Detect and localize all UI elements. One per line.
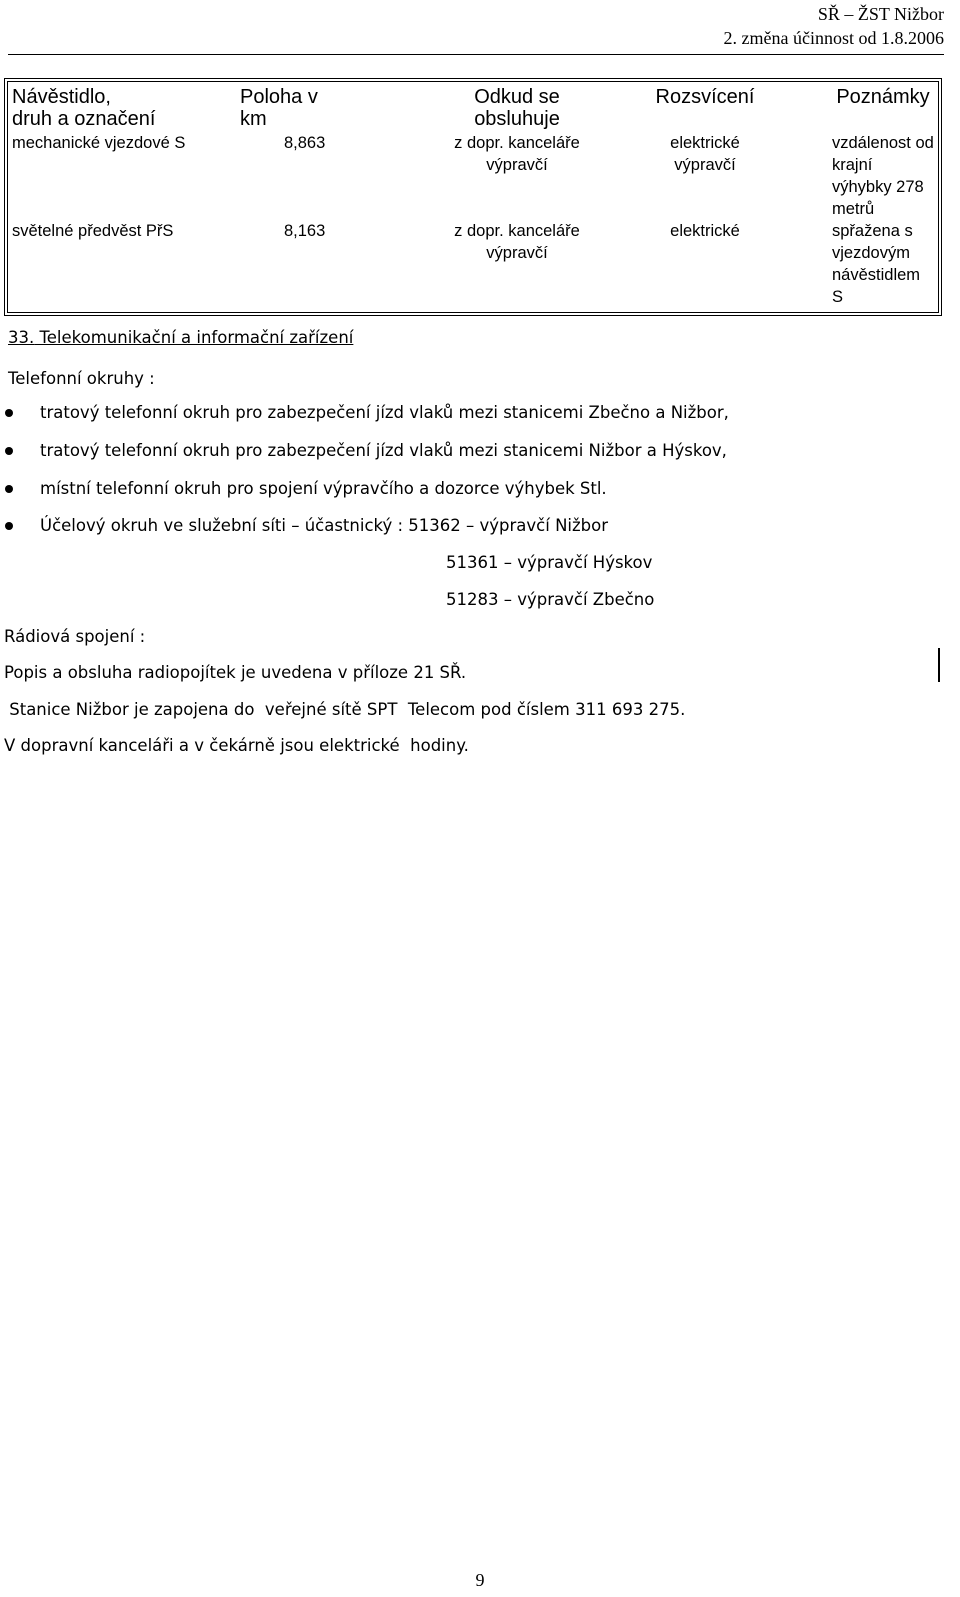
radio-text: Popis a obsluha radiopojítek je uvedena v příloze 21 SŘ. [4, 663, 467, 682]
list-item: tratový telefonní okruh pro zabezpečení jízd vlaků mezi stanicemi Zbečno a Nižbor, [40, 403, 729, 422]
subscriber-line-hyskov: 51361 – výpravčí Hýskov [446, 553, 653, 572]
header-lighting: Rozsvícení [655, 86, 755, 108]
cell-signal: světelné předvěst PřS [12, 222, 174, 240]
header-line-2: 2. změna účinnost od 1.8.2006 [723, 28, 944, 48]
bullet-icon [5, 447, 13, 455]
cell-notes: vzdálenost od krajní výhybky 278 metrů [832, 134, 934, 218]
cell-operated-from: z dopr. kanceláře výpravčí [454, 222, 580, 262]
subscriber-line-zbecno: 51283 – výpravčí Zbečno [446, 590, 655, 609]
clock-text: V dopravní kanceláři a v čekárně jsou elektrické hodiny. [4, 736, 469, 755]
cell-position: 8,163 [284, 222, 326, 240]
section-heading [8, 328, 353, 347]
page-header [724, 2, 944, 50]
cell-notes: spřažena s vjezdovým návěstidlem S [832, 222, 921, 306]
list-item: místní telefonní okruh pro spojení výpravčího a dozorce výhybek Stl. [40, 479, 607, 498]
list-item: Účelový okruh ve služební síti – účastnický : 51362 – výpravčí Nižbor [40, 516, 609, 535]
list-item: tratový telefonní okruh pro zabezpečení jízd vlaků mezi stanicemi Nižbor a Hýskov, [40, 441, 727, 460]
bullet-icon [5, 409, 13, 417]
table-row [8, 132, 938, 220]
header-line-1: SŘ – ŽST Nižbor [817, 4, 944, 24]
header-rule [8, 54, 944, 55]
cell-position: 8,863 [284, 134, 326, 152]
header-notes: Poznámky [836, 86, 930, 108]
phone-circuits-label: Telefonní okruhy : [8, 369, 155, 388]
bullet-icon [5, 522, 13, 530]
table-row [8, 220, 938, 312]
change-bar [938, 648, 940, 682]
radio-label: Rádiová spojení : [4, 627, 146, 646]
header-operated-from: Odkud se obsluhuje [474, 86, 560, 130]
header-signal: Návěstidlo, druh a označení [12, 86, 156, 130]
header-position: Poloha v km [240, 86, 318, 130]
cell-lighting: elektrické výpravčí [670, 134, 740, 174]
signals-table [4, 78, 942, 316]
bullet-icon [5, 485, 13, 493]
section-title: 33. Telekomunikační a informační zařízení [8, 328, 354, 347]
page-number: 9 [475, 1570, 485, 1590]
table-header-row [8, 82, 938, 132]
cell-lighting: elektrické [670, 222, 740, 240]
cell-operated-from: z dopr. kanceláře výpravčí [454, 134, 580, 174]
cell-signal: mechanické vjezdové S [12, 134, 186, 152]
signals-table-grid [8, 82, 938, 312]
station-text: Stanice Nižbor je zapojena do veřejné sítě SPT Telecom pod číslem 311 693 275. [4, 700, 686, 719]
